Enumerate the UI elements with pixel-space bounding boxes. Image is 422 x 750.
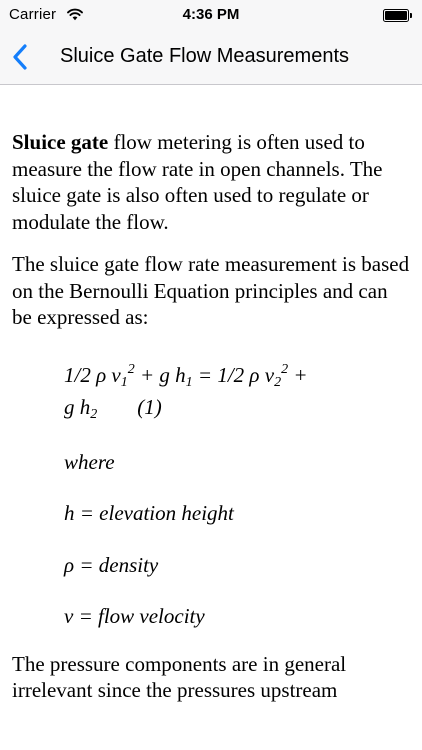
definition-h: h = elevation height — [64, 501, 234, 525]
bernoulli-paragraph: The sluice gate flow rate measurement is based on the Bernoulli Equation principles and can be expressed as: — [12, 252, 410, 329]
intro-term: Sluice gate — [12, 130, 109, 154]
definition-rho: ρ = density — [64, 552, 159, 577]
page-title: Sluice Gate Flow Measurements — [60, 45, 350, 67]
formula-line-1: 1/2 ρ $v_1^2 + g$ $h_1 = 1/2$ ρ $v_2^2$ + — [64, 361, 308, 390]
battery-full-icon — [383, 9, 412, 22]
where-label: where — [64, 449, 115, 474]
article-content — [0, 86, 422, 750]
pressure-paragraph: The pressure components are in general irrelevant since the pressures upstream — [12, 651, 347, 702]
status-bar — [0, 0, 422, 30]
intro-text: flow metering is often used to measure the flow rate in open channels. The sluice gate is also often used to regulate or modulate the flow. — [12, 130, 383, 234]
chevron-left-icon — [12, 44, 28, 70]
bernoulli-formula — [12, 359, 410, 423]
definition-v: v = flow velocity — [64, 604, 205, 628]
back-button[interactable] — [4, 36, 44, 78]
carrier-label: Carrier — [9, 6, 57, 23]
intro-paragraph — [12, 129, 410, 235]
equation-number: (1) — [137, 394, 162, 419]
status-time: 4:36 PM — [182, 6, 240, 23]
formula-line-2: g $h_2$ (1) — [64, 394, 162, 422]
navigation-bar — [0, 30, 422, 85]
